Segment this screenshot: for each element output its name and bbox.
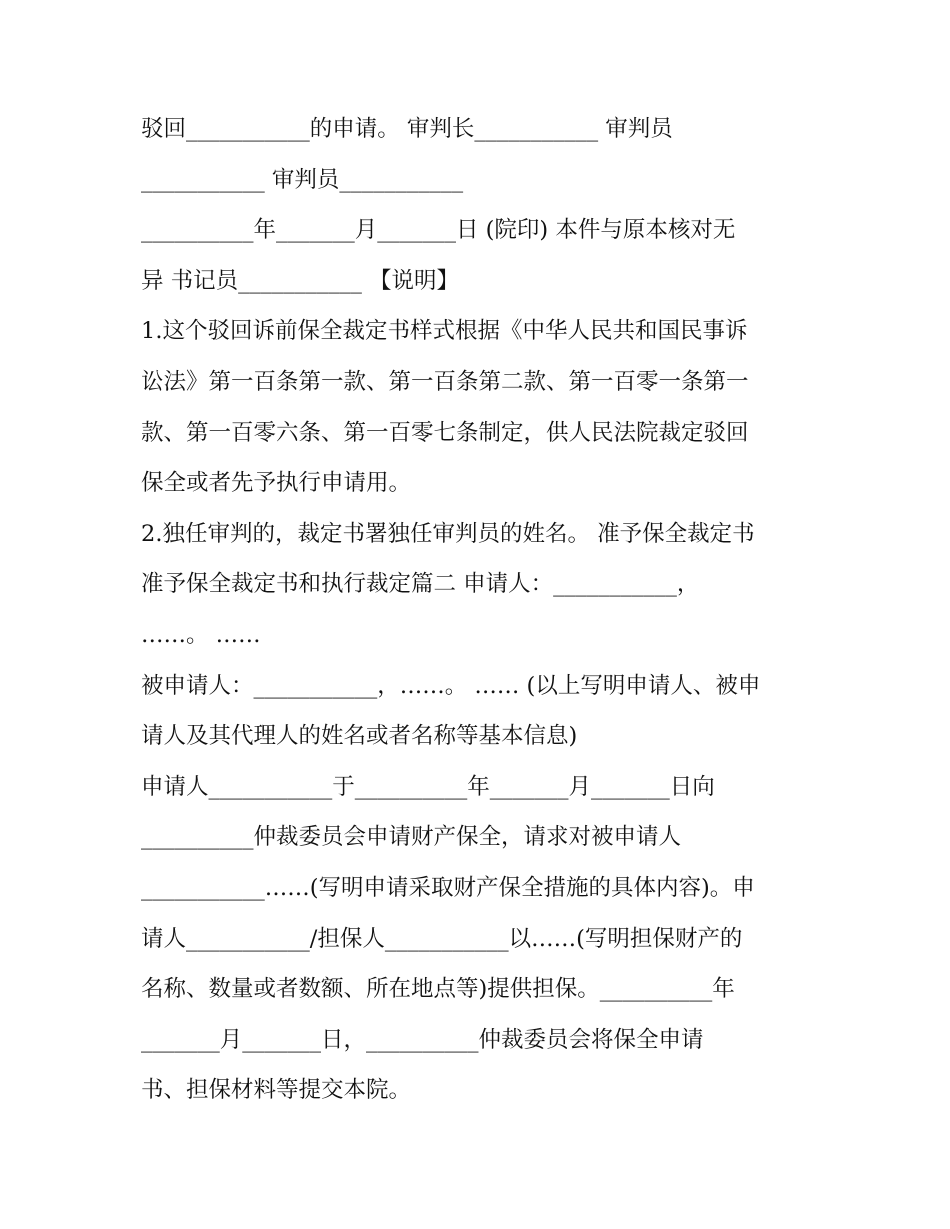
text-line: 款、第一百零六条、第一百零七条制定，供人民法院裁定驳回 xyxy=(141,419,749,446)
text-line: 2.独任审判的，裁定书署独任审判员的姓名。 准予保全裁定书 xyxy=(141,520,755,547)
text-line: 请人___________/担保人___________以……(写明担保财产的 xyxy=(141,925,743,952)
text-line: __________年_______月_______日 (院印) 本件与原本核对无 xyxy=(141,217,736,244)
text-line: ___________ 审判员___________ xyxy=(141,166,464,193)
text-line: 1.这个驳回诉前保全裁定书样式根据《中华人民共和国民事诉 xyxy=(141,318,748,345)
text-line: 被申请人：___________，……。 …… (以上写明申请人、被申 xyxy=(141,672,761,699)
text-line: 异 书记员___________ 【说明】 xyxy=(141,267,460,294)
text-line: 讼法》第一百条第一款、第一百条第二款、第一百零一条第一 xyxy=(141,368,749,395)
text-line: 书、担保材料等提交本院。 xyxy=(141,1077,412,1104)
text-line: 名称、数量或者数额、所在地点等)提供担保。__________年 xyxy=(141,976,735,1003)
text-line: ……。 …… xyxy=(141,621,261,648)
text-line: 申请人___________于__________年_______月_______日向 xyxy=(141,773,715,800)
text-line: _______月_______日，__________仲裁委员会将保全申请 xyxy=(141,1026,704,1053)
text-line: 请人及其代理人的姓名或者名称等基本信息) xyxy=(141,723,578,750)
text-line: 保全或者先予执行申请用。 xyxy=(141,470,412,497)
text-line: 驳回___________的申请。 审判长___________ 审判员 xyxy=(141,116,673,142)
text-line: ___________……(写明申请采取财产保全措施的具体内容)。申 xyxy=(141,874,755,901)
text-line: __________仲裁委员会申请财产保全，请求对被申请人 xyxy=(141,824,682,851)
document-body xyxy=(141,104,821,1116)
text-line: 准予保全裁定书和执行裁定篇二 申请人：___________， xyxy=(141,571,700,598)
